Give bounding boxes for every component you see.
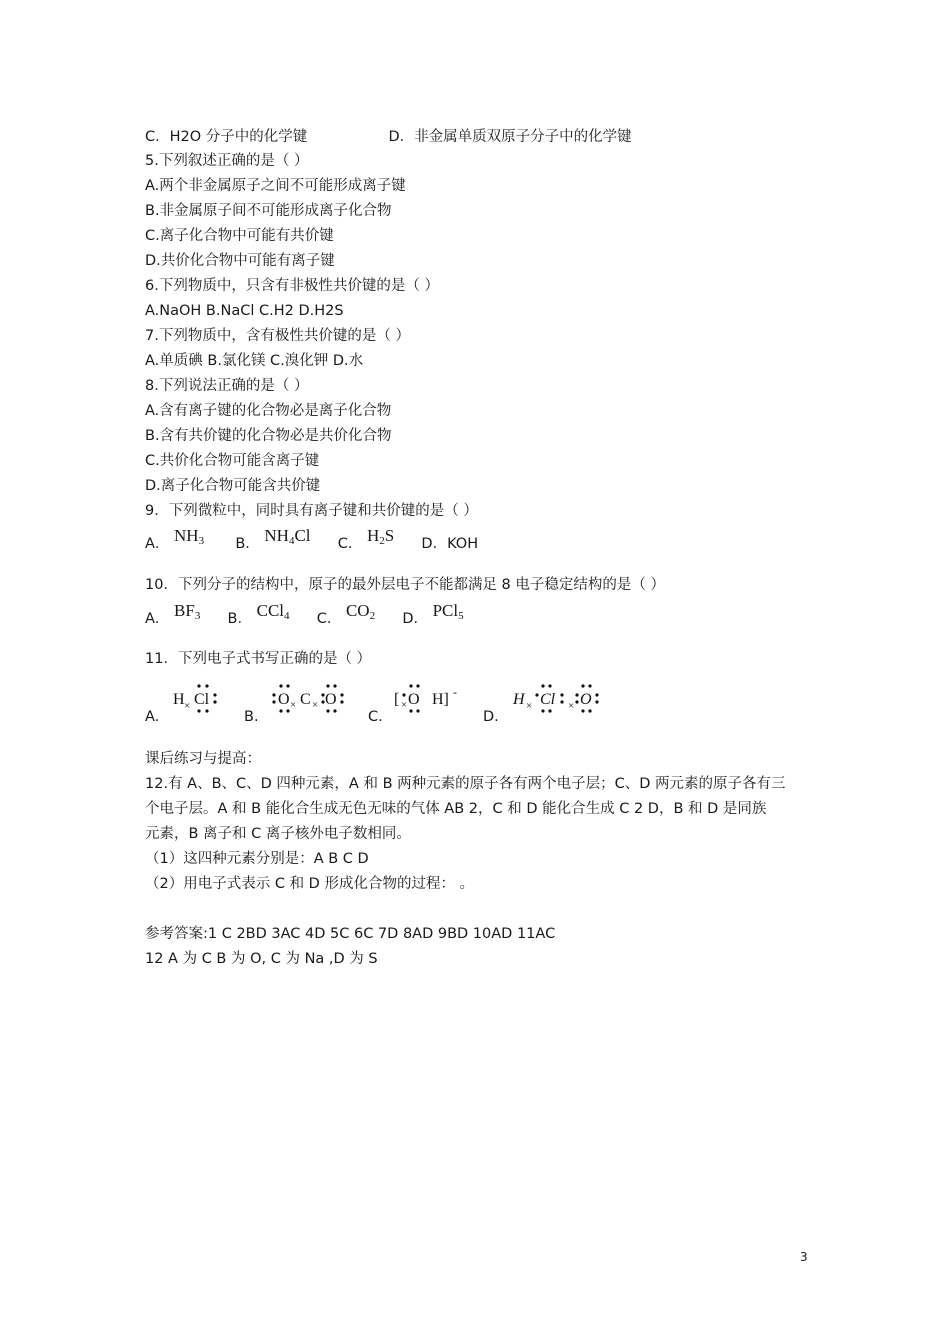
q10-options <box>145 601 464 634</box>
lewis-h: H <box>513 691 525 708</box>
q5-option-a: A.两个非金属原子之间不可能形成离子键 <box>145 178 406 194</box>
lewis-cross: × <box>184 700 191 712</box>
formula-tail: S <box>384 526 395 545</box>
q11-option-a-lewis <box>170 680 230 716</box>
formula-main: PCl <box>432 601 459 620</box>
formula-main: CCl <box>256 601 285 620</box>
q9-option-b-label: B． <box>235 536 260 552</box>
answer-key-line-2: 12 A 为 C B 为 O, C 为 Na ,D 为 S <box>145 951 378 967</box>
q4-option-c: C．H2O 分子中的化学键 <box>145 129 308 145</box>
q9-option-a-formula <box>174 526 204 551</box>
q8-option-a: A.含有离子键的化合物必是离子化合物 <box>145 403 392 419</box>
formula-subscript: 4 <box>288 535 295 547</box>
lewis-c: C <box>300 691 311 708</box>
q12-subquestion-2: （2）用电子式表示 C 和 D 形成化合物的过程： 。 <box>145 876 475 892</box>
lewis-cross: × <box>290 699 297 711</box>
q9-option-b-formula <box>264 526 310 551</box>
q12-text-line-1: 12.有 A、B、C、D 四种元素，A 和 B 两种元素的原子各有两个电子层；C、D 两元素的原子各有三 <box>145 776 786 792</box>
q5-stem: 5.下列叙述正确的是（ ） <box>145 153 309 169</box>
q10-option-b-label: B． <box>227 611 252 627</box>
formula-tail: Cl <box>294 526 311 545</box>
formula-subscript: 2 <box>369 610 376 622</box>
lewis-o-left: O <box>278 691 290 708</box>
q10-option-a-label: A． <box>145 611 170 627</box>
q7-options: A.单质碘 B.氯化镁 C.溴化钾 D.水 <box>145 353 364 369</box>
lewis-cl: Cl <box>194 691 210 708</box>
q11-stem: 11．下列电子式书写正确的是（ ） <box>145 651 372 667</box>
q9-option-d-label: D． <box>421 536 448 552</box>
q10-option-b-formula <box>257 601 290 626</box>
q10-option-c-formula <box>346 601 375 626</box>
formula-main: NH <box>174 526 199 545</box>
q6-options: A.NaOH B.NaCl C.H2 D.H2S <box>145 303 344 319</box>
q11-option-d-lewis <box>510 680 602 716</box>
formula-subscript: 5 <box>458 610 464 622</box>
q11-option-a-label: A. <box>145 709 160 725</box>
q12-text-line-2: 个电子层。A 和 B 能化合生成无色无味的气体 AB 2，C 和 D 能化合生成 C 2 D，B 和 D 是同族 <box>145 801 767 817</box>
q7-stem: 7.下列物质中，含有极性共价键的是（ ） <box>145 328 410 344</box>
q9-option-d-text: KOH <box>447 536 479 552</box>
formula-subscript: 3 <box>198 535 205 547</box>
q10-option-a-formula <box>174 601 200 626</box>
q9-stem: 9．下列微粒中，同时具有离子键和共价键的是（ ） <box>145 503 478 519</box>
q11-option-b-label: B. <box>244 709 259 725</box>
q8-option-d: D.离子化合物可能含共价键 <box>145 478 321 494</box>
after-class-title: 课后练习与提高： <box>145 751 261 767</box>
formula-subscript: 2 <box>379 535 385 547</box>
q8-option-b: B.含有共价键的化合物必是共价化合物 <box>145 428 392 444</box>
q8-option-c: C.共价化合物可能含离子键 <box>145 453 320 469</box>
q11-option-b-lewis <box>268 680 352 716</box>
lewis-o: O <box>408 691 420 708</box>
lewis-cross: × <box>568 700 575 712</box>
q4-option-d: D．非金属单质双原子分子中的化学键 <box>388 129 632 145</box>
lewis-bracket: [ <box>394 691 400 708</box>
q11-option-c-label: C. <box>368 709 383 725</box>
lewis-cross: × <box>526 700 533 712</box>
q9-option-c-formula <box>367 526 394 551</box>
page-number: 3 <box>800 1250 808 1264</box>
formula-subscript: 3 <box>194 610 201 622</box>
q12-subquestion-1: （1）这四种元素分别是：A B C D <box>145 851 369 867</box>
formula-main: NH <box>264 526 289 545</box>
lewis-cl: Cl <box>540 691 556 708</box>
q5-option-d: D.共价化合物中可能有离子键 <box>145 253 335 269</box>
formula-subscript: 4 <box>284 610 290 622</box>
formula-main: H <box>366 526 380 545</box>
q9-option-a-label: A． <box>145 536 170 552</box>
q4-options-cd <box>145 127 632 147</box>
q5-option-b: B.非金属原子间不可能形成离子化合物 <box>145 203 392 219</box>
lewis-cross: × <box>401 699 408 711</box>
q11-option-d-label: D. <box>483 709 499 725</box>
q11-option-c-lewis <box>392 680 462 716</box>
lewis-charge: - <box>453 685 457 699</box>
lewis-cross: × <box>312 699 319 711</box>
q5-option-c: C.离子化合物中可能有共价键 <box>145 228 334 244</box>
q10-option-d-label: D． <box>402 611 428 627</box>
q9-options <box>145 526 479 559</box>
q12-text-line-3: 元素，B 离子和 C 离子核外电子数相同。 <box>145 826 411 842</box>
q10-option-d-formula <box>433 601 464 626</box>
answer-key-line-1: 参考答案:1 C 2BD 3AC 4D 5C 6C 7D 8AD 9BD 10AD 11AC <box>145 926 556 942</box>
q6-stem: 6.下列物质中，只含有非极性共价键的是（ ） <box>145 278 439 294</box>
formula-main: CO <box>345 601 370 620</box>
lewis-h-bracket: H] <box>432 691 449 708</box>
q10-option-c-label: C． <box>316 611 342 627</box>
q9-option-c-label: C． <box>337 536 363 552</box>
lewis-o-right: O <box>325 691 337 708</box>
lewis-h: H <box>173 691 185 708</box>
q8-stem: 8.下列说法正确的是（ ） <box>145 378 309 394</box>
lewis-o: O <box>580 691 592 708</box>
formula-main: BF <box>174 601 195 620</box>
q10-stem: 10．下列分子的结构中，原子的最外层电子不能都满足 8 电子稳定结构的是（ ） <box>145 577 666 593</box>
